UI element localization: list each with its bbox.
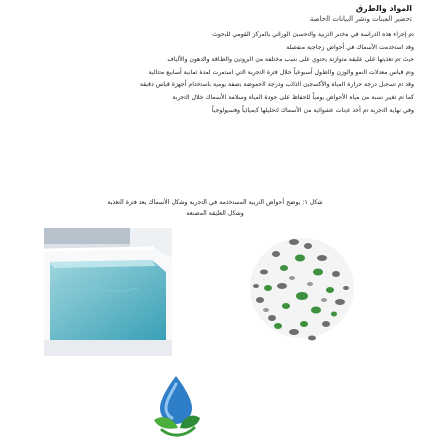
tank-photo bbox=[44, 228, 172, 356]
section-title: ﺍﻟﻣﻭﺍﺩ ﻭﺍﻟﻁﺭﻕ bbox=[355, 4, 412, 13]
section-header bbox=[310, 4, 412, 24]
body-line: ﻭﺗﻡ ﻗﻳﺎﺱ ﻣﻌﺩﻻﺕ ﺍﻟﻧﻣﻭ ﻭﺍﻟﻭﺯﻥ ﻭﺍﻟﻁﻭﻝ ﺃﺳﺑﻭﻋﻳﺎً ﺧﻼﻝ ﻓﺗﺭﺓ ﺍﻟﺗﺟﺭﺑﺔ ﺍﻟﺗﻲ ﺍﺳﺗﻣﺭﺕ ﻟﻣﺩﺓ ﺛﻣﺎﻧﻳﺔ ﺃﺳﺎﺑﻳﻊ ﻣﺗﺗﺎﻟﻳﺔ bbox=[148, 68, 414, 76]
water-drop-leaf-logo bbox=[142, 370, 212, 440]
body-line: ﻭﻗﺩ ﺍﺳﺗﺧﺩﻣﺕ ﺍﻷﺳﻣﺎﻙ ﻓﻲ ﺃﺣﻭﺍﺽ ﺯﺟﺎﺟﻳﺔ ﻣﻧﻔﺻﻠﺔ bbox=[286, 43, 414, 51]
section-subtitle: ﺗﺣﺿﻳﺭ ﺍﻟﻌﻳﻧﺎﺕ ﻭﻧﺷﺭ ﺍﻟﺑﻳﺎﻧﺎﺕ ﺍﻟﺧﺎﺻﺔ bbox=[309, 15, 412, 23]
caption-line: ﻭﺷﻛﻝ ﺍﻟﻌﻠﻳﻘﺔ ﺍﻟﻣﺻﻧﻌﺔ bbox=[186, 210, 244, 217]
caption-line: ﺷﻛﻝ ١: ﻳﻭﺿﺢ ﺃﺣﻭﺍﺽ ﺍﻟﺗﺭﺑﻳﺔ ﺍﻟﻣﺳﺗﺧﺩﻣﺔ ﻓﻲ ﺍﻟﺗﺟﺭﺑﺔ ﻭﺷﻛﻝ ﺍﻷﺳﻣﺎﻙ ﺑﻌﺩ ﻓﺗﺭﺓ ﺍﻟﺗﻐﺫﻳﺔ bbox=[107, 199, 323, 206]
body-line: ﺣﻳﺙ ﺗﻡ ﺗﻐﺫﻳﺗﻬﺎ ﻋﻠﻰ ﻋﻠﻳﻘﺔ ﻣﺗﻭﺍﺯﻧﺔ ﻳﺣﺗﻭﻱ ﻋﻠﻰ ﻧﺳﺏ ﻣﺧﺗﻠﻔﺔ ﻣﻥ ﺍﻟﺑﺭﻭﺗﻳﻥ ﻭﺍﻟﻁﺎﻗﺔ ﻭﺍﻟﺩﻫﻭﻥ ﻭﺍﻷﻟﻳﺎﻑ bbox=[167, 56, 414, 64]
body-line: ﻛﻣﺎ ﺗﻡ ﺗﻐﻳﻳﺭ ﻧﺳﺑﺔ ﻣﻥ ﻣﻳﺎﻩ ﺍﻷﺣﻭﺍﺽ ﻳﻭﻣﻳﺎً ﻟﻠﺣﻔﺎﻅ ﻋﻠﻰ ﺟﻭﺩﺓ ﺍﻟﻣﻳﺎﻩ ﻭﺳﻼﻣﺔ ﺍﻷﺳﻣﺎﻙ ﺧﻼﻝ ﺍﻟﺗﺟﺭﺑﺔ bbox=[172, 93, 414, 101]
figure-caption bbox=[80, 197, 350, 219]
feed-pellets-photo bbox=[238, 228, 366, 356]
body-line: ﻭﻗﺩ ﺗﻡ ﺗﺳﺟﻳﻝ ﺩﺭﺟﺔ ﺣﺭﺍﺭﺓ ﺍﻟﻣﻳﺎﻩ ﻭﺍﻷﻛﺳﺟﻳﻥ ﺍﻟﺫﺍﺋﺏ ﻭﺩﺭﺟﺔ ﺍﻟﺣﻣﻭﺿﺔ ﺑﺻﻔﺔ ﻳﻭﻣﻳﺔ ﺑﺎﺳﺗﺧﺩﺍﻡ ﺃﺟﻬﺯﺓ ﻗﻳﺎﺱ ﺩﻗﻳﻘﺔ bbox=[139, 81, 414, 89]
body-line: ﺗﻡ ﺇﺟﺭﺍء ﻫﺫﻩ ﺍﻟﺩﺭﺍﺳﺔ ﻓﻲ ﻣﺧﺗﺑﺭ ﺍﻟﺗﺭﺑﻳﺔ ﻭﺍﻟﺗﺣﺳﻳﻥ ﺍﻟﻭﺭﺍﺛﻲ ﺑﺎﻟﻣﺭﻛﺯ ﺍﻟﻘﻭﻣﻲ ﻟﻠﺑﺣﻭﺙ bbox=[212, 31, 414, 38]
body-line: ﻭﻓﻲ ﻧﻬﺎﻳﺔ ﺍﻟﺗﺟﺭﺑﺔ ﺗﻡ ﺃﺧﺫ ﻋﻳﻧﺎﺕ ﻋﺷﻭﺍﺋﻳﺔ ﻣﻥ ﺍﻷﺳﻣﺎﻙ ﻟﺗﺣﻠﻳﻠﻬﺎ ﻛﻳﻣﻳﺎﺋﻳﺎً ﻭﻓﺳﻳﻭﻟﻭﺟﻳﺎً bbox=[211, 106, 414, 114]
body-paragraph bbox=[10, 29, 414, 117]
